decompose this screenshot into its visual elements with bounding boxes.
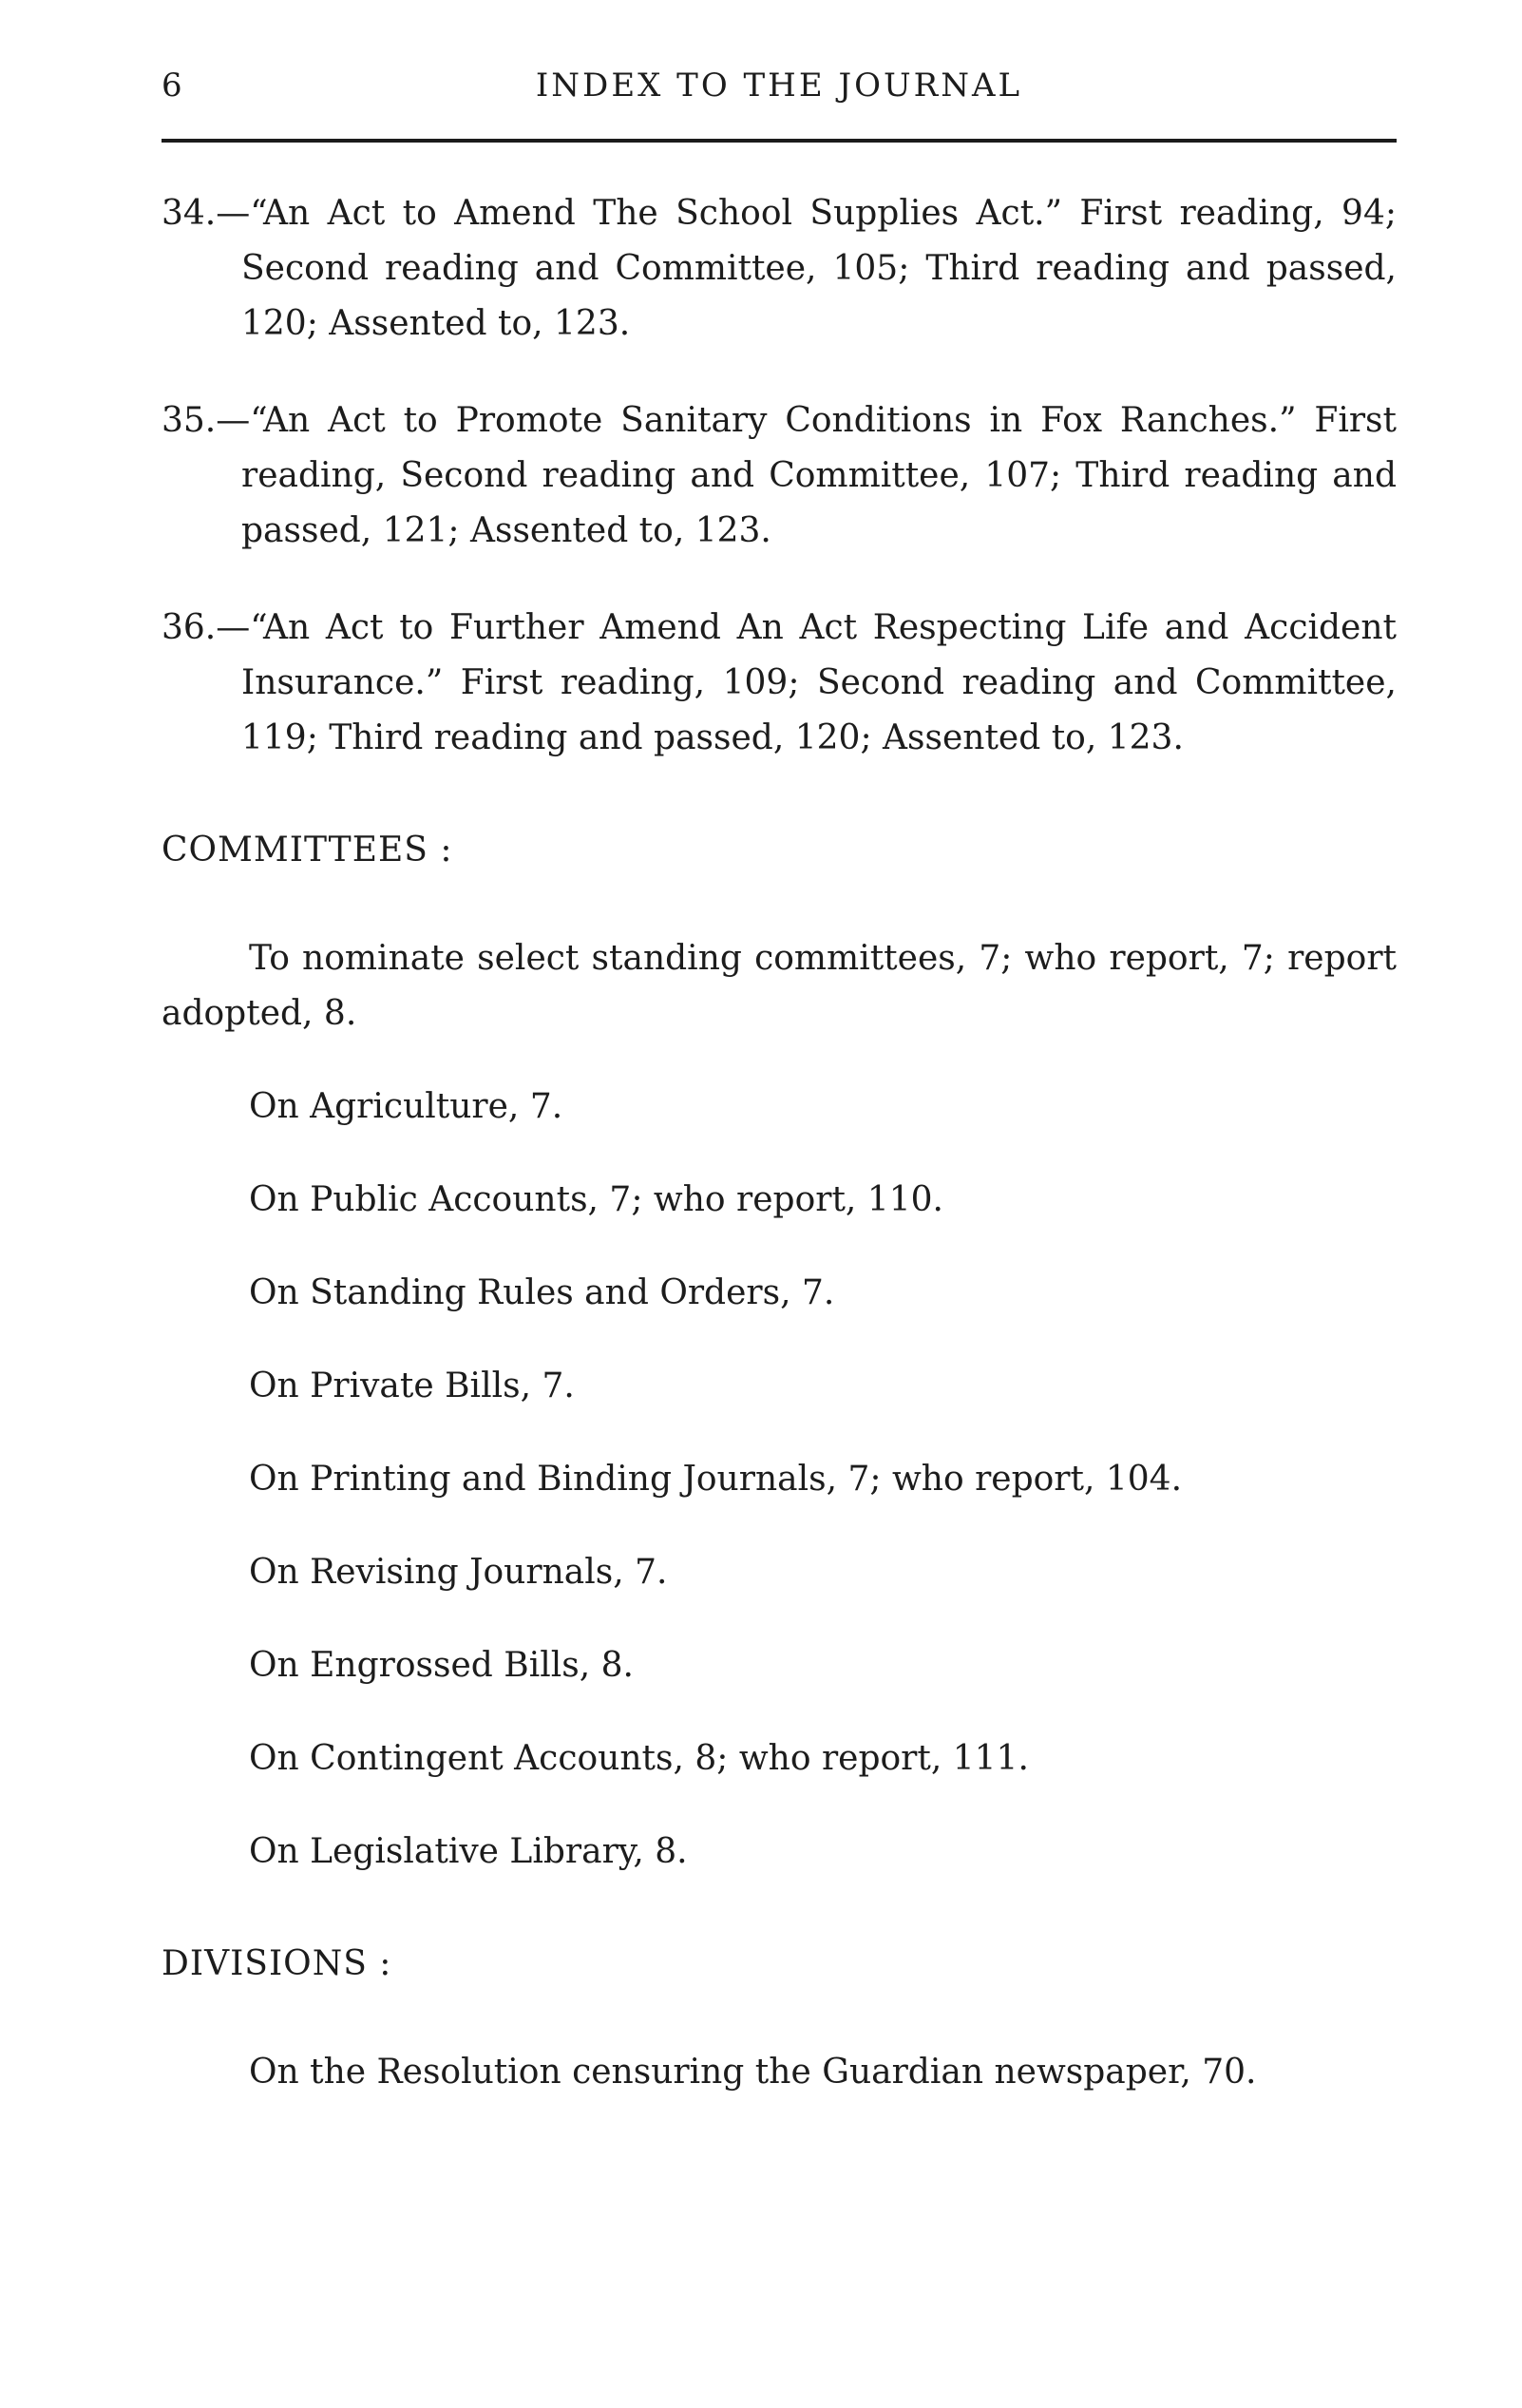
bill-text: —“An Act to Amend The School Supplies Act.” First reading, 94; Second reading and Committee, 105; Third reading and passed, 120; Assented to, 123. (216, 194, 1397, 343)
committee-item-engrossed-bills: On Engrossed Bills, 8. (249, 1646, 634, 1685)
bill-number: 35. (162, 401, 217, 440)
bill-entry-34 (162, 186, 1397, 352)
bill-entry-36 (162, 601, 1397, 766)
division-item-guardian: On the Resolution censuring the Guardian newspaper, 70. (249, 2053, 1257, 2092)
divisions-heading: DIVISIONS : (162, 1944, 392, 1983)
header-rule (162, 139, 1397, 143)
page-number: 6 (162, 67, 183, 105)
committee-item-legislative-library: On Legislative Library, 8. (249, 1832, 688, 1871)
committee-item-agriculture: On Agriculture, 7. (249, 1087, 563, 1126)
bill-number: 36. (162, 608, 217, 647)
committee-item-printing-binding: On Printing and Binding Journals, 7; who report, 104. (249, 1460, 1183, 1499)
bill-entry-35 (162, 393, 1397, 559)
page-header (162, 67, 1397, 124)
committee-item-public-accounts: On Public Accounts, 7; who report, 110. (249, 1180, 943, 1219)
committees-intro: To nominate select standing committees, 7; who report, 7; report adopted, 8. (162, 939, 1397, 1033)
bill-text: —“An Act to Further Amend An Act Respecting Life and Accident Insurance.” First reading, 109; Second reading and Committee, 119; Third reading and passed, 120; Assented to, 123. (216, 608, 1397, 757)
bill-number: 34. (162, 194, 217, 233)
index-content (162, 186, 1397, 2138)
committee-item-contingent-accounts: On Contingent Accounts, 8; who report, 111. (249, 1739, 1029, 1778)
bill-text: —“An Act to Promote Sanitary Conditions in Fox Ranches.” First reading, Second reading and Committee, 107; Third reading and passed, 121; Assented to, 123. (216, 401, 1397, 550)
committee-item-private-bills: On Private Bills, 7. (249, 1366, 575, 1405)
committee-item-standing-rules: On Standing Rules and Orders, 7. (249, 1273, 835, 1312)
running-title: INDEX TO THE JOURNAL (535, 67, 1023, 105)
committee-item-revising-journals: On Revising Journals, 7. (249, 1553, 668, 1592)
committees-heading: COMMITTEES : (162, 831, 453, 870)
